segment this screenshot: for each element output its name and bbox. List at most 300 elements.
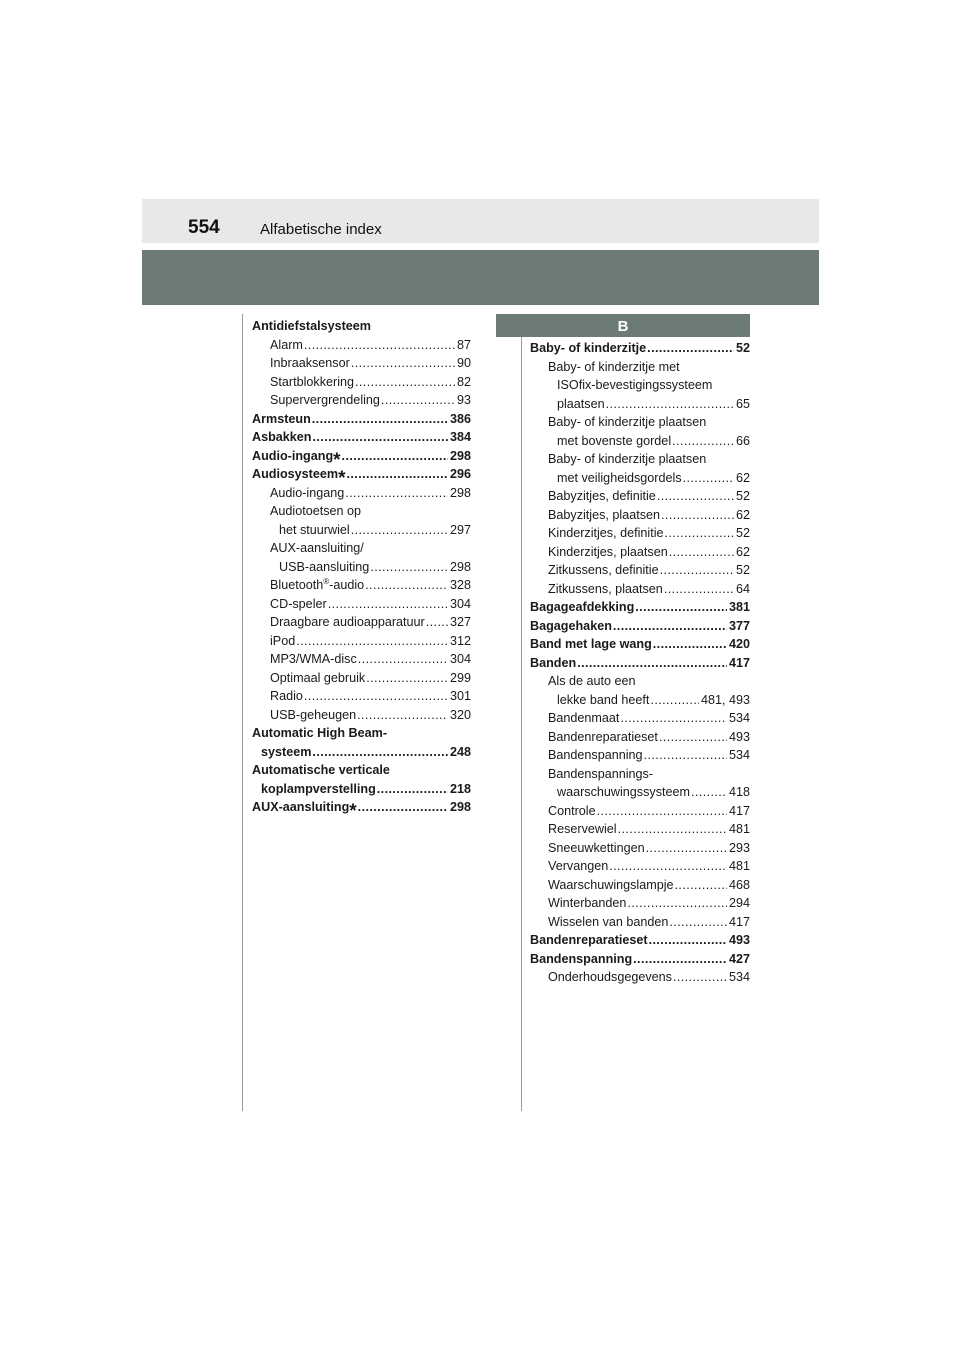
page-ref: 298 <box>449 485 471 500</box>
entry-label <box>548 857 608 876</box>
index-column-left <box>252 317 471 822</box>
page-ref: 299 <box>449 670 471 685</box>
entry-text: Vervangen <box>548 859 609 873</box>
index-column-right <box>530 339 750 987</box>
page-ref: 417 <box>728 655 750 670</box>
entry-text: Bluetooth <box>270 578 324 592</box>
entry-label <box>279 558 369 577</box>
page-ref: 534 <box>728 970 750 984</box>
entry-text: Baby- of kinderzitje plaatsen <box>548 415 707 429</box>
entry-text: Baby- of kinderzitje met <box>548 359 680 374</box>
entry-text: MP3/WMA-disc <box>270 652 357 666</box>
entry-text: Kinderzitjes, plaatsen <box>548 544 668 559</box>
page-ref: 386 <box>449 411 471 426</box>
dot-leader <box>664 580 734 599</box>
dot-leader <box>357 706 448 725</box>
entry-text: met veiligheidsgordels <box>557 470 682 485</box>
page-ref: 93 <box>456 393 471 407</box>
index-subentry <box>252 391 471 410</box>
entry-text: Babyzitjes, definitie <box>548 489 656 503</box>
page-ref: 320 <box>449 707 471 722</box>
index-subentry <box>530 543 750 562</box>
index-subentry <box>252 502 471 521</box>
entry-text: Bagageafdekking <box>530 600 635 614</box>
page-ref: 328 <box>449 578 471 592</box>
entry-label <box>270 687 303 706</box>
page-ref: 304 <box>449 652 471 666</box>
dot-leader <box>304 687 448 706</box>
page-ref: 493 <box>728 933 750 947</box>
index-subentry <box>252 373 471 392</box>
page-ref: 52 <box>735 563 750 577</box>
entry-label <box>252 724 387 743</box>
index-entry <box>530 931 750 950</box>
index-subentry <box>252 354 471 373</box>
entry-text: Asbakken <box>252 430 312 444</box>
entry-text: Baby- of kinderzitje <box>530 341 647 355</box>
entry-text: met bovenste gordel <box>557 433 672 448</box>
page-ref: 298 <box>449 448 471 463</box>
entry-text: Band met lage wang <box>530 637 652 651</box>
dot-leader <box>426 613 448 632</box>
entry-label <box>530 635 652 654</box>
dot-leader <box>347 465 448 484</box>
entry-label <box>548 894 626 913</box>
entry-text: Reservewiel <box>548 822 617 836</box>
index-entry <box>252 780 471 799</box>
entry-label <box>530 339 646 358</box>
page-ref: 62 <box>735 470 750 485</box>
entry-text: CD-speler <box>270 596 327 611</box>
entry-text: Zitkussens, definitie <box>548 563 659 577</box>
entry-text: USB-geheugen <box>270 707 357 722</box>
index-subentry <box>252 576 471 595</box>
entry-text: Draagbare audioapparatuur <box>270 615 425 629</box>
index-subentry <box>530 820 750 839</box>
dot-leader <box>653 635 727 654</box>
page-ref: 82 <box>456 374 471 389</box>
index-subentry <box>530 746 750 765</box>
entry-label <box>261 743 311 762</box>
registered-mark: ® <box>323 576 330 586</box>
entry-label <box>270 650 357 669</box>
index-entry <box>252 447 471 471</box>
footnote-star: * <box>338 468 346 489</box>
entry-text-suffix: -audio <box>329 578 365 592</box>
dot-leader <box>620 709 727 728</box>
entry-label <box>252 428 312 447</box>
index-subentry <box>530 709 750 728</box>
page-ref: 493 <box>728 729 750 744</box>
index-entry <box>252 724 471 743</box>
dot-leader <box>351 521 448 540</box>
entry-label <box>557 395 605 414</box>
entry-text: waarschuwingssysteem <box>557 785 690 799</box>
entry-text: Banden <box>530 655 577 670</box>
page-ref: 304 <box>449 596 471 611</box>
entry-text: Automatic High Beam- <box>252 726 388 740</box>
page-ref: 298 <box>449 800 471 814</box>
entry-text: Alarm <box>270 337 303 352</box>
page-ref: 52 <box>735 489 750 503</box>
entry-label <box>270 669 365 688</box>
entry-label <box>270 354 350 373</box>
dot-leader <box>345 484 448 503</box>
index-subentry <box>252 521 471 540</box>
dot-leader <box>609 857 727 876</box>
entry-text: Zitkussens, plaatsen <box>548 581 663 596</box>
dot-leader <box>647 339 734 358</box>
dot-leader <box>660 561 734 580</box>
dot-leader <box>669 543 734 562</box>
page-ref: 420 <box>728 637 750 651</box>
entry-text: Bandenspanning <box>548 748 643 762</box>
entry-label <box>270 576 364 595</box>
index-subentry <box>252 595 471 614</box>
entry-text: Antidiefstalsysteem <box>252 319 371 333</box>
dot-leader <box>365 576 448 595</box>
page-ref: 293 <box>728 840 750 855</box>
entry-text: Sneeuwkettingen <box>548 840 645 855</box>
entry-label <box>548 561 659 580</box>
dot-leader <box>358 650 448 669</box>
index-subentry <box>530 765 750 784</box>
entry-label <box>261 780 376 799</box>
dot-leader <box>355 373 455 392</box>
page-ref: 381 <box>728 600 750 614</box>
dot-leader <box>665 524 734 543</box>
page-ref: 534 <box>728 748 750 762</box>
dot-leader <box>366 669 448 688</box>
entry-label <box>548 543 668 562</box>
page-ref: 62 <box>735 507 750 522</box>
entry-label <box>530 598 634 617</box>
index-entry <box>530 654 750 673</box>
index-entry <box>252 761 471 780</box>
dot-leader <box>312 743 448 762</box>
page-ref: 65 <box>735 396 750 411</box>
index-subentry <box>530 376 750 395</box>
index-subentry <box>530 783 750 802</box>
entry-label <box>548 913 668 932</box>
dot-leader <box>633 950 727 969</box>
dot-leader <box>618 820 727 839</box>
entry-label <box>270 391 380 410</box>
entry-label <box>530 654 576 673</box>
entry-text: Onderhoudsgegevens <box>548 970 672 984</box>
page-ref: 417 <box>728 803 750 818</box>
page-ref: 384 <box>449 430 471 444</box>
page-ref: 297 <box>449 522 471 537</box>
entry-label <box>548 580 663 599</box>
dot-leader <box>635 598 727 617</box>
dot-leader <box>342 447 448 466</box>
entry-label <box>548 968 672 987</box>
entry-text: Wisselen van banden <box>548 914 669 929</box>
entry-text: Automatische verticale <box>252 763 390 777</box>
dot-leader <box>312 410 448 429</box>
entry-label <box>548 839 645 858</box>
entry-label <box>548 524 664 543</box>
entry-text: USB-aansluiting <box>279 559 370 574</box>
entry-label <box>548 746 643 765</box>
entry-label <box>252 410 311 429</box>
entry-text: Audio-ingang <box>270 485 345 500</box>
entry-label <box>252 465 346 489</box>
index-subentry <box>530 395 750 414</box>
entry-label <box>548 358 680 377</box>
index-entry <box>530 598 750 617</box>
entry-text: Bandenreparatieset <box>548 729 658 744</box>
entry-label <box>252 798 357 822</box>
dot-leader <box>328 595 448 614</box>
index-subentry <box>530 358 750 377</box>
entry-label <box>548 487 656 506</box>
page-ref: 62 <box>735 544 750 559</box>
index-subentry <box>530 506 750 525</box>
entry-label <box>270 706 356 725</box>
dot-leader <box>351 354 455 373</box>
index-subentry <box>530 876 750 895</box>
entry-label <box>557 469 682 488</box>
index-subentry <box>252 669 471 688</box>
dot-leader <box>675 876 727 895</box>
index-entry <box>252 465 471 489</box>
entry-label <box>548 802 596 821</box>
dot-leader <box>377 780 448 799</box>
dot-leader <box>597 802 727 821</box>
index-subentry <box>530 894 750 913</box>
index-subentry <box>530 469 750 488</box>
dot-leader <box>683 469 734 488</box>
footnote-star: * <box>349 801 357 822</box>
entry-text: systeem <box>261 744 312 759</box>
entry-text: Bandenspannings- <box>548 766 654 781</box>
page-number: 554 <box>188 217 220 238</box>
index-subentry <box>252 706 471 725</box>
entry-text: Bandenmaat <box>548 711 620 725</box>
dot-leader <box>644 746 727 765</box>
dot-leader <box>669 913 727 932</box>
page-ref: 87 <box>456 337 471 352</box>
dot-leader <box>691 783 727 802</box>
dot-leader <box>358 798 448 817</box>
dot-leader <box>304 336 455 355</box>
dot-leader <box>646 839 727 858</box>
page-ref: 481 <box>728 822 750 836</box>
entry-label <box>548 672 636 691</box>
dot-leader <box>370 558 448 577</box>
index-subentry <box>252 613 471 632</box>
dot-leader <box>650 691 699 710</box>
index-entry <box>252 743 471 762</box>
index-subentry <box>530 968 750 987</box>
page-ref: 417 <box>728 914 750 929</box>
entry-label <box>548 506 660 525</box>
index-entry <box>530 617 750 636</box>
entry-text: Controle <box>548 803 596 818</box>
index-subentry <box>530 913 750 932</box>
page-header <box>142 199 819 243</box>
index-entry <box>252 428 471 447</box>
dot-leader <box>661 506 734 525</box>
entry-text: Als de auto een <box>548 674 636 688</box>
index-subentry <box>252 484 471 503</box>
index-subentry <box>530 580 750 599</box>
dot-leader <box>659 728 727 747</box>
index-entry <box>530 635 750 654</box>
index-subentry <box>252 632 471 651</box>
dot-leader <box>606 395 734 414</box>
index-subentry <box>530 413 750 432</box>
page-ref: 248 <box>449 744 471 759</box>
dot-leader <box>296 632 448 651</box>
page-ref: 481, 493 <box>700 692 750 707</box>
entry-text: koplampverstelling <box>261 781 376 796</box>
entry-text: Audio-ingang <box>252 448 334 463</box>
page-ref: 301 <box>449 689 471 703</box>
entry-label <box>548 820 617 839</box>
entry-text: Startblokkering <box>270 374 354 389</box>
entry-label <box>252 761 390 780</box>
entry-label <box>530 617 612 636</box>
index-subentry <box>530 672 750 691</box>
entry-text: AUX-aansluiting/ <box>270 541 364 555</box>
index-subentry <box>530 839 750 858</box>
index-subentry <box>530 857 750 876</box>
page-ref: 534 <box>728 711 750 725</box>
page-ref: 377 <box>728 618 750 633</box>
page-ref: 418 <box>728 785 750 799</box>
page-ref: 481 <box>728 859 750 873</box>
page-ref: 52 <box>735 526 750 540</box>
index-subentry <box>252 687 471 706</box>
entry-text: Audiotoetsen op <box>270 504 362 518</box>
dot-leader <box>381 391 455 410</box>
entry-label <box>530 931 648 950</box>
entry-label <box>530 950 632 969</box>
page-ref: 294 <box>728 896 750 910</box>
entry-text: Bandenspanning <box>530 951 633 966</box>
entry-text: lekke band heeft <box>557 692 650 707</box>
entry-label <box>270 502 361 521</box>
entry-label <box>252 317 371 336</box>
page-ref: 90 <box>456 356 471 370</box>
column-rule-right <box>521 314 522 1111</box>
dot-leader <box>657 487 734 506</box>
column-rule-left <box>242 314 243 1111</box>
dot-leader <box>672 432 734 451</box>
index-entry <box>252 410 471 429</box>
page-ref: 312 <box>449 633 471 648</box>
index-subentry <box>530 524 750 543</box>
entry-label <box>548 413 706 432</box>
entry-text: Supervergrendeling <box>270 393 380 407</box>
page-ref: 218 <box>449 781 471 796</box>
index-subentry <box>530 728 750 747</box>
page-ref: 64 <box>735 581 750 596</box>
entry-label <box>270 336 303 355</box>
entry-text: Babyzitjes, plaatsen <box>548 507 661 522</box>
entry-text: plaatsen <box>557 396 605 411</box>
page-ref: 427 <box>728 951 750 966</box>
entry-label <box>548 728 658 747</box>
header-band <box>142 250 819 305</box>
entry-label <box>548 709 619 728</box>
section-letter-tab: B <box>496 314 750 337</box>
entry-text: Bagagehaken <box>530 618 612 633</box>
entry-text: Baby- of kinderzitje plaatsen <box>548 452 707 466</box>
page-ref: 66 <box>735 433 750 448</box>
index-subentry <box>530 691 750 710</box>
dot-leader <box>613 617 727 636</box>
page-ref: 468 <box>728 877 750 892</box>
entry-label <box>548 876 674 895</box>
entry-text: Bandenreparatieset <box>530 933 648 947</box>
entry-label <box>270 484 344 503</box>
entry-text: ISOfix-bevestigingssysteem <box>557 378 713 392</box>
entry-text: Kinderzitjes, definitie <box>548 526 664 540</box>
entry-text: AUX-aansluiting <box>252 800 350 814</box>
index-entry <box>530 950 750 969</box>
index-subentry <box>252 336 471 355</box>
entry-label <box>270 632 295 651</box>
entry-text: Winterbanden <box>548 896 627 910</box>
index-entry <box>252 798 471 822</box>
footnote-star: * <box>333 449 341 471</box>
entry-label <box>548 765 653 784</box>
index-subentry <box>530 487 750 506</box>
page-ref: 52 <box>735 341 750 355</box>
index-subentry <box>530 561 750 580</box>
index-subentry <box>530 802 750 821</box>
dot-leader <box>577 654 727 673</box>
entry-text: iPod <box>270 633 296 648</box>
entry-label <box>279 521 350 540</box>
entry-text: Audiosysteem <box>252 467 339 481</box>
index-subentry <box>530 432 750 451</box>
entry-label <box>252 447 341 471</box>
entry-text: Armsteun <box>252 411 311 426</box>
page-ref: 298 <box>449 559 471 574</box>
index-entry <box>530 339 750 358</box>
index-subentry <box>252 558 471 577</box>
page-title: Alfabetische index <box>260 221 382 238</box>
entry-label <box>557 376 712 395</box>
entry-text: Radio <box>270 689 303 703</box>
entry-text: Waarschuwingslampje <box>548 877 674 892</box>
index-subentry <box>252 650 471 669</box>
entry-label <box>557 691 649 710</box>
entry-label <box>270 539 364 558</box>
entry-label <box>557 783 690 802</box>
entry-label <box>557 432 671 451</box>
index-subentry <box>252 539 471 558</box>
dot-leader <box>313 428 448 447</box>
page-ref: 327 <box>449 615 471 629</box>
dot-leader <box>673 968 727 987</box>
entry-label <box>548 450 706 469</box>
entry-label <box>270 373 354 392</box>
entry-text: Optimaal gebruik <box>270 670 366 685</box>
entry-text: het stuurwiel <box>279 522 350 537</box>
page-ref: 296 <box>449 467 471 481</box>
entry-text: Inbraaksensor <box>270 356 350 370</box>
index-entry <box>252 317 471 336</box>
index-subentry <box>530 450 750 469</box>
entry-label <box>270 613 425 632</box>
dot-leader <box>627 894 727 913</box>
